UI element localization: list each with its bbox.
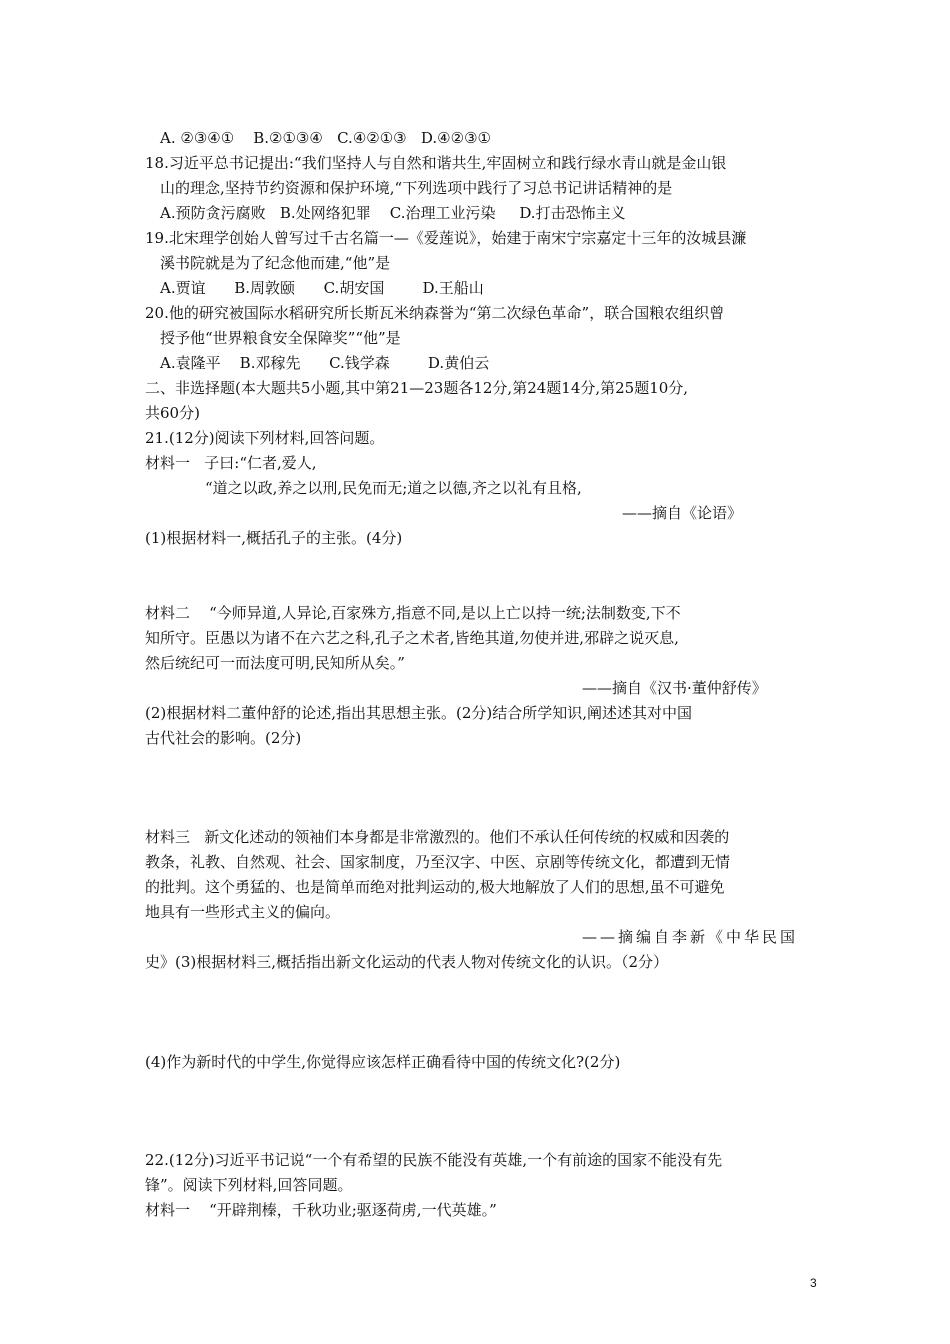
section-two-heading-cont: 共60分) (145, 404, 200, 422)
q21-part1: (1)根据材料一,概括孔子的主张。(4分) (145, 529, 403, 547)
material-three-source: ——摘编自李新《中华民国 (582, 928, 799, 946)
material-one-label: 材料一 子曰:“仁者,爱人, (145, 454, 317, 472)
q21-stem: 21.(12分)阅读下列材料,回答问题。 (145, 429, 385, 447)
page-number: 3 (810, 1276, 817, 1290)
q21-part2-cont: 古代社会的影响。(2分) (145, 729, 302, 747)
q21-part3: 史》(3)根据材料三,概括指出新文化运动的代表人物对传统文化的认识。（2分） (145, 953, 669, 971)
q20-options: A.袁隆平 B.邓稼先 C.钱学森 D.黄伯云 (160, 354, 490, 372)
q20-stem: 20.他的研究被国际水稻研究所长斯瓦米纳森誉为“第二次绿色革命”，联合国粮农组织曾 (145, 304, 725, 322)
q20-stem-cont: 授予他“世界粮食安全保障奖”“他”是 (160, 329, 401, 347)
material-two-source: ——摘自《汉书·董仲舒传》 (582, 679, 767, 697)
q19-options: A.贾谊 B.周敦颐 C.胡安国 D.王船山 (160, 279, 484, 297)
q19-stem: 19.北宋理学创始人曾写过千古名篇一—《爱莲说》，始建于南宋宁宗嘉定十三年的汝城县濂 (145, 229, 747, 247)
section-two-heading: 二、非选择题(本大题共5小题,其中第21—23题各12分,第24题14分,第25题10分, (145, 379, 689, 397)
material-one-source: ——摘自《论语》 (622, 504, 743, 522)
q22-stem: 22.(12分)习近平书记说“一个有希望的民族不能没有英雄,一个有前途的国家不能没有先 (145, 1151, 723, 1169)
q22-material-one: 材料一 “开辟荆榛，千秋功业;驱逐荷虏,一代英雄。” (145, 1201, 497, 1219)
q17-options: A. ②③④① B.②①③④ C.④②①③ D.④②③① (160, 129, 491, 147)
material-three-text-2: 的批判。这个勇猛的、也是简单而绝对批判运动的,极大地解放了人们的思想,虽不可避免 (145, 878, 725, 896)
material-one-quote: “道之以政,养之以刑,民免而无;道之以德,齐之以礼有且格, (205, 479, 582, 497)
q18-stem: 18.习近平总书记提出:“我们坚持人与自然和谐共生,牢固树立和践行绿水青山就是金山银 (145, 154, 727, 172)
q18-stem-cont: 山的理念,坚持节约资源和保护环境,“下列选项中践行了习总书记讲话精神的是 (160, 179, 673, 197)
q19-stem-cont: 溪书院就是为了纪念他而建,“他”是 (160, 254, 391, 272)
q21-part4: (4)作为新时代的中学生,你觉得应该怎样正确看待中国的传统文化?(2分) (145, 1053, 621, 1071)
material-two-text: 知所守。臣愚以为诸不在六艺之科,孔子之术者,皆绝其道,勿使并进,邪辟之说灭息, (145, 629, 679, 647)
q21-part2: (2)根据材料二董仲舒的论述,指出其思想主张。(2分)结合所学知识,阐述述其对中国 (145, 704, 693, 722)
q22-stem-cont: 锋”。阅读下列材料,回答同题。 (145, 1176, 353, 1194)
material-three-text: 教条，礼教、自然观、社会、国家制度，乃至汉字、中医、京剧等传统文化，都遭到无情 (145, 853, 731, 871)
material-two-text-end: 然后统纪可一而法度可明,民知所从矣。” (145, 654, 405, 672)
material-two-label: 材料二 “今师异道,人异论,百家殊方,指意不同,是以上亡以持一统;法制数变,下不 (145, 604, 681, 622)
q18-options: A.预防贪污腐败 B.处网络犯罪 C.治理工业污染 D.打击恐怖主义 (160, 204, 626, 222)
material-three-label: 材料三 新文化述动的领袖们本身都是非常激烈的。他们不承认任何传统的权威和因袭的 (145, 828, 730, 846)
material-three-text-3: 地具有一些形式主义的偏向。 (145, 903, 341, 921)
